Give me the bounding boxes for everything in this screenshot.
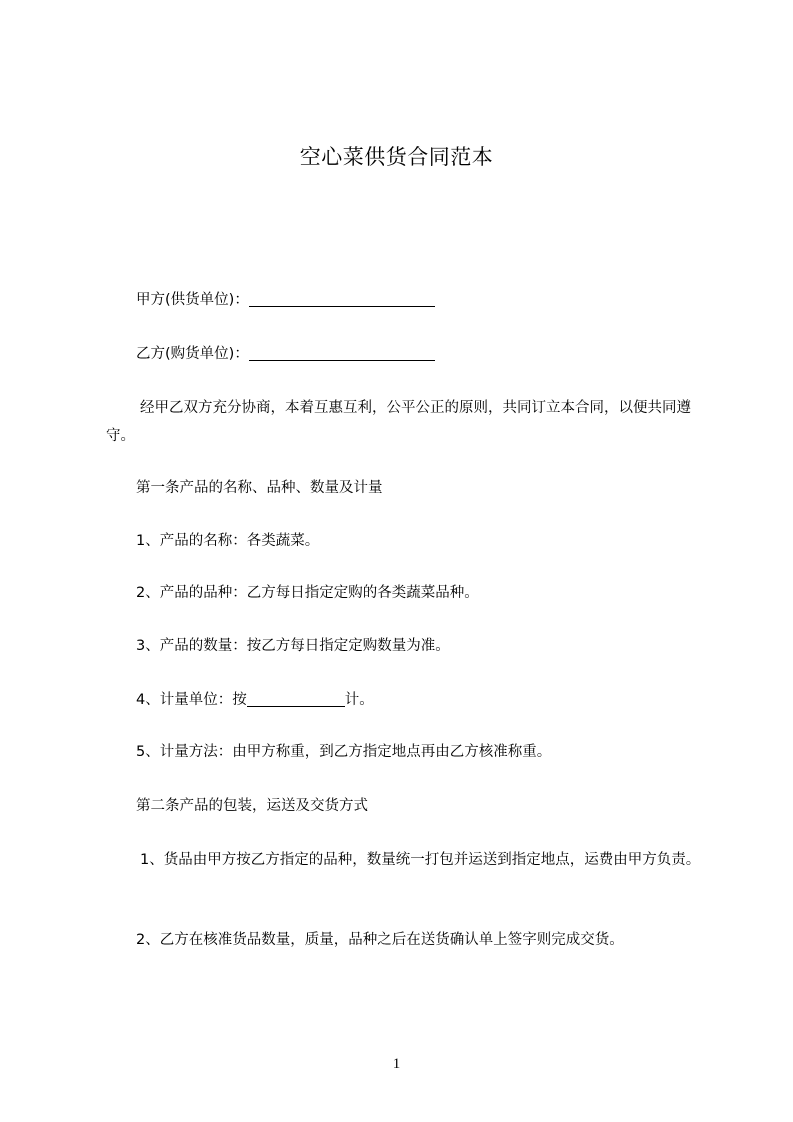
- measurement-unit-blank: [247, 692, 345, 707]
- article2-item1: 1、货品由甲方按乙方指定的品种，数量统一打包并运送到指定地点，运费由甲方负责。: [140, 852, 701, 868]
- party-a-blank: [249, 292, 435, 307]
- article1-item4-suffix: 计。: [344, 692, 374, 708]
- party-b-label: 乙方(购货单位)：: [136, 346, 249, 362]
- article1-item4-prefix: 4、计量单位：按: [136, 692, 247, 708]
- party-a-line: [106, 286, 736, 314]
- article1-item2: 2、产品的品种：乙方每日指定定购的各类蔬菜品种。: [136, 585, 479, 601]
- party-b-blank: [249, 346, 435, 361]
- article2-heading: 第二条产品的包装，运送及交货方式: [136, 798, 368, 814]
- preamble-paragraph: 经甲乙双方充分协商，本着互惠互利，公平公正的原则，共同订立本合同，以便共同遵守。: [106, 400, 691, 444]
- article2-item2: 2、乙方在核准货品数量，质量，品种之后在送货确认单上签字则完成交货。: [136, 932, 624, 948]
- page-number: 1: [392, 1056, 401, 1072]
- article1-item5: 5、计量方法：由甲方称重，到乙方指定地点再由乙方核准称重。: [136, 744, 552, 760]
- article1-item4: [106, 686, 736, 714]
- article1-item1: 1、产品的名称：各类蔬菜。: [136, 533, 320, 549]
- party-b-line: [106, 340, 736, 368]
- article1-item3: 3、产品的数量：按乙方每日指定定购数量为准。: [136, 638, 450, 654]
- party-a-label: 甲方(供货单位)：: [136, 292, 249, 308]
- article1-heading: 第一条产品的名称、品种、数量及计量: [136, 480, 383, 496]
- document-title: 空心菜供货合同范本: [299, 145, 494, 169]
